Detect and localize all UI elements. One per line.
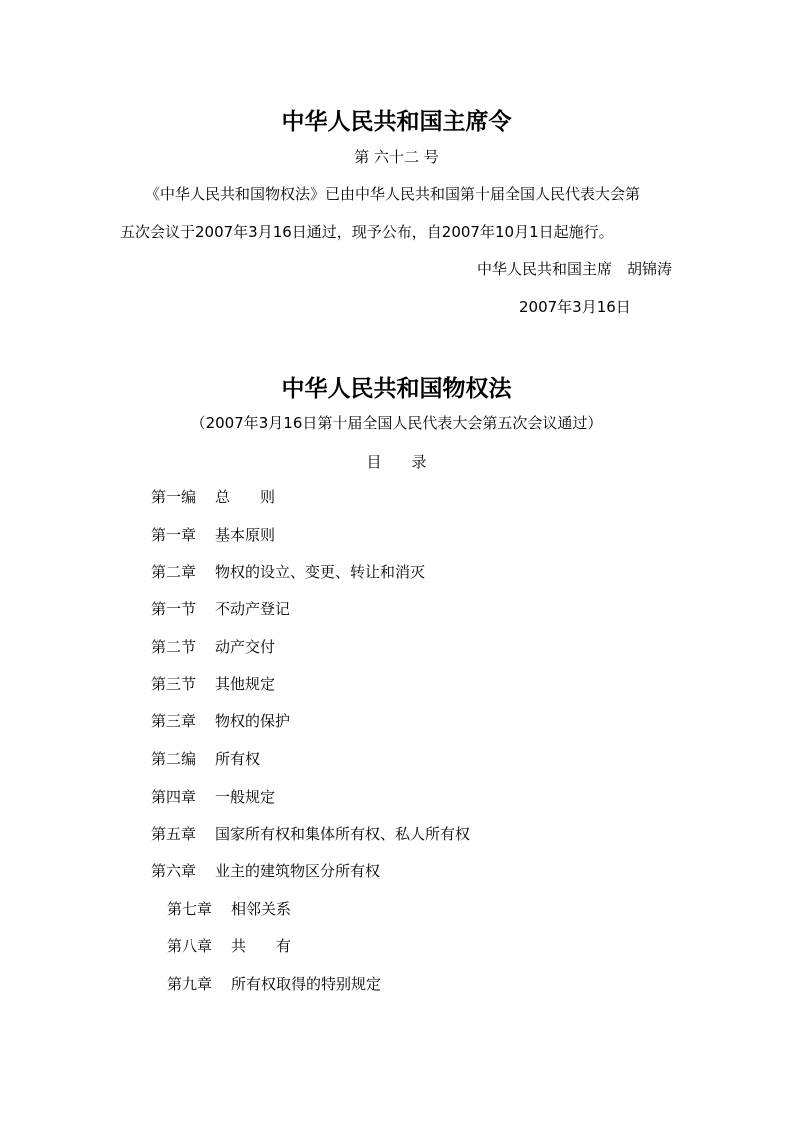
- decree-body-line2: 五次会议于2007年3月16日通过，现予公布，自2007年10月1日起施行。: [120, 223, 614, 241]
- toc-item: [151, 787, 275, 807]
- toc-item-label: 第三节: [151, 675, 197, 693]
- toc-item: [167, 974, 381, 994]
- decree-title: 中华人民共和国主席令: [281, 108, 512, 135]
- toc-item-title: 动产交付: [215, 638, 276, 656]
- toc-item-label: 第二章: [151, 563, 197, 581]
- toc-item: [151, 749, 260, 769]
- toc-item: [167, 899, 291, 919]
- toc-item: [151, 525, 275, 545]
- toc-item-label: 第二编: [151, 750, 197, 768]
- toc-item-label: 第八章: [167, 937, 213, 955]
- toc-item: [151, 711, 290, 731]
- toc-item-label: 第七章: [167, 900, 213, 918]
- toc-item-title: 一般规定: [215, 788, 276, 806]
- toc-item-title: 物权的保护: [215, 712, 291, 730]
- toc-item-label: 第六章: [151, 862, 197, 880]
- toc-item: [151, 487, 275, 507]
- toc-item-title: 相邻关系: [231, 900, 292, 918]
- toc-item: [151, 674, 275, 694]
- toc-item: [167, 936, 291, 956]
- toc-item-title: 不动产登记: [215, 600, 291, 618]
- toc-item-label: 第一编: [151, 488, 197, 506]
- toc-item-label: 第四章: [151, 788, 197, 806]
- toc-heading: 目 录: [366, 453, 427, 471]
- toc-item-label: 第三章: [151, 712, 197, 730]
- toc-item-title: 国家所有权和集体所有权、私人所有权: [215, 825, 471, 843]
- toc-item: [151, 824, 470, 844]
- toc-item-label: 第一节: [151, 600, 197, 618]
- toc-item-title: 基本原则: [215, 526, 276, 544]
- toc-item-title: 所有权取得的特别规定: [231, 975, 382, 993]
- toc-item: [151, 861, 380, 881]
- toc-item: [151, 562, 425, 582]
- toc-item-title: 其他规定: [215, 675, 276, 693]
- toc-item-title: 总 则: [215, 488, 276, 506]
- toc-item-title: 所有权: [215, 750, 261, 768]
- toc-item-label: 第五章: [151, 825, 197, 843]
- decree-body-line1: 《中华人民共和国物权法》已由中华人民共和国第十届全国人民代表大会第: [145, 185, 641, 203]
- toc-item: [151, 637, 275, 657]
- toc-item-title: 业主的建筑物区分所有权: [215, 862, 381, 880]
- toc-item-title: 共 有: [231, 937, 292, 955]
- law-title: 中华人民共和国物权法: [281, 375, 512, 402]
- toc-item: [151, 599, 290, 619]
- toc-item-label: 第二节: [151, 638, 197, 656]
- toc-item-label: 第九章: [167, 975, 213, 993]
- toc-item-title: 物权的设立、变更、转让和消灭: [215, 563, 426, 581]
- decree-date: 2007年3月16日: [519, 298, 631, 316]
- law-subtitle: （2007年3月16日第十届全国人民代表大会第五次会议通过）: [190, 414, 603, 432]
- decree-number: 第 六十二 号: [354, 148, 439, 166]
- toc-item-label: 第一章: [151, 526, 197, 544]
- decree-signer: 中华人民共和国主席 胡锦涛: [476, 260, 672, 278]
